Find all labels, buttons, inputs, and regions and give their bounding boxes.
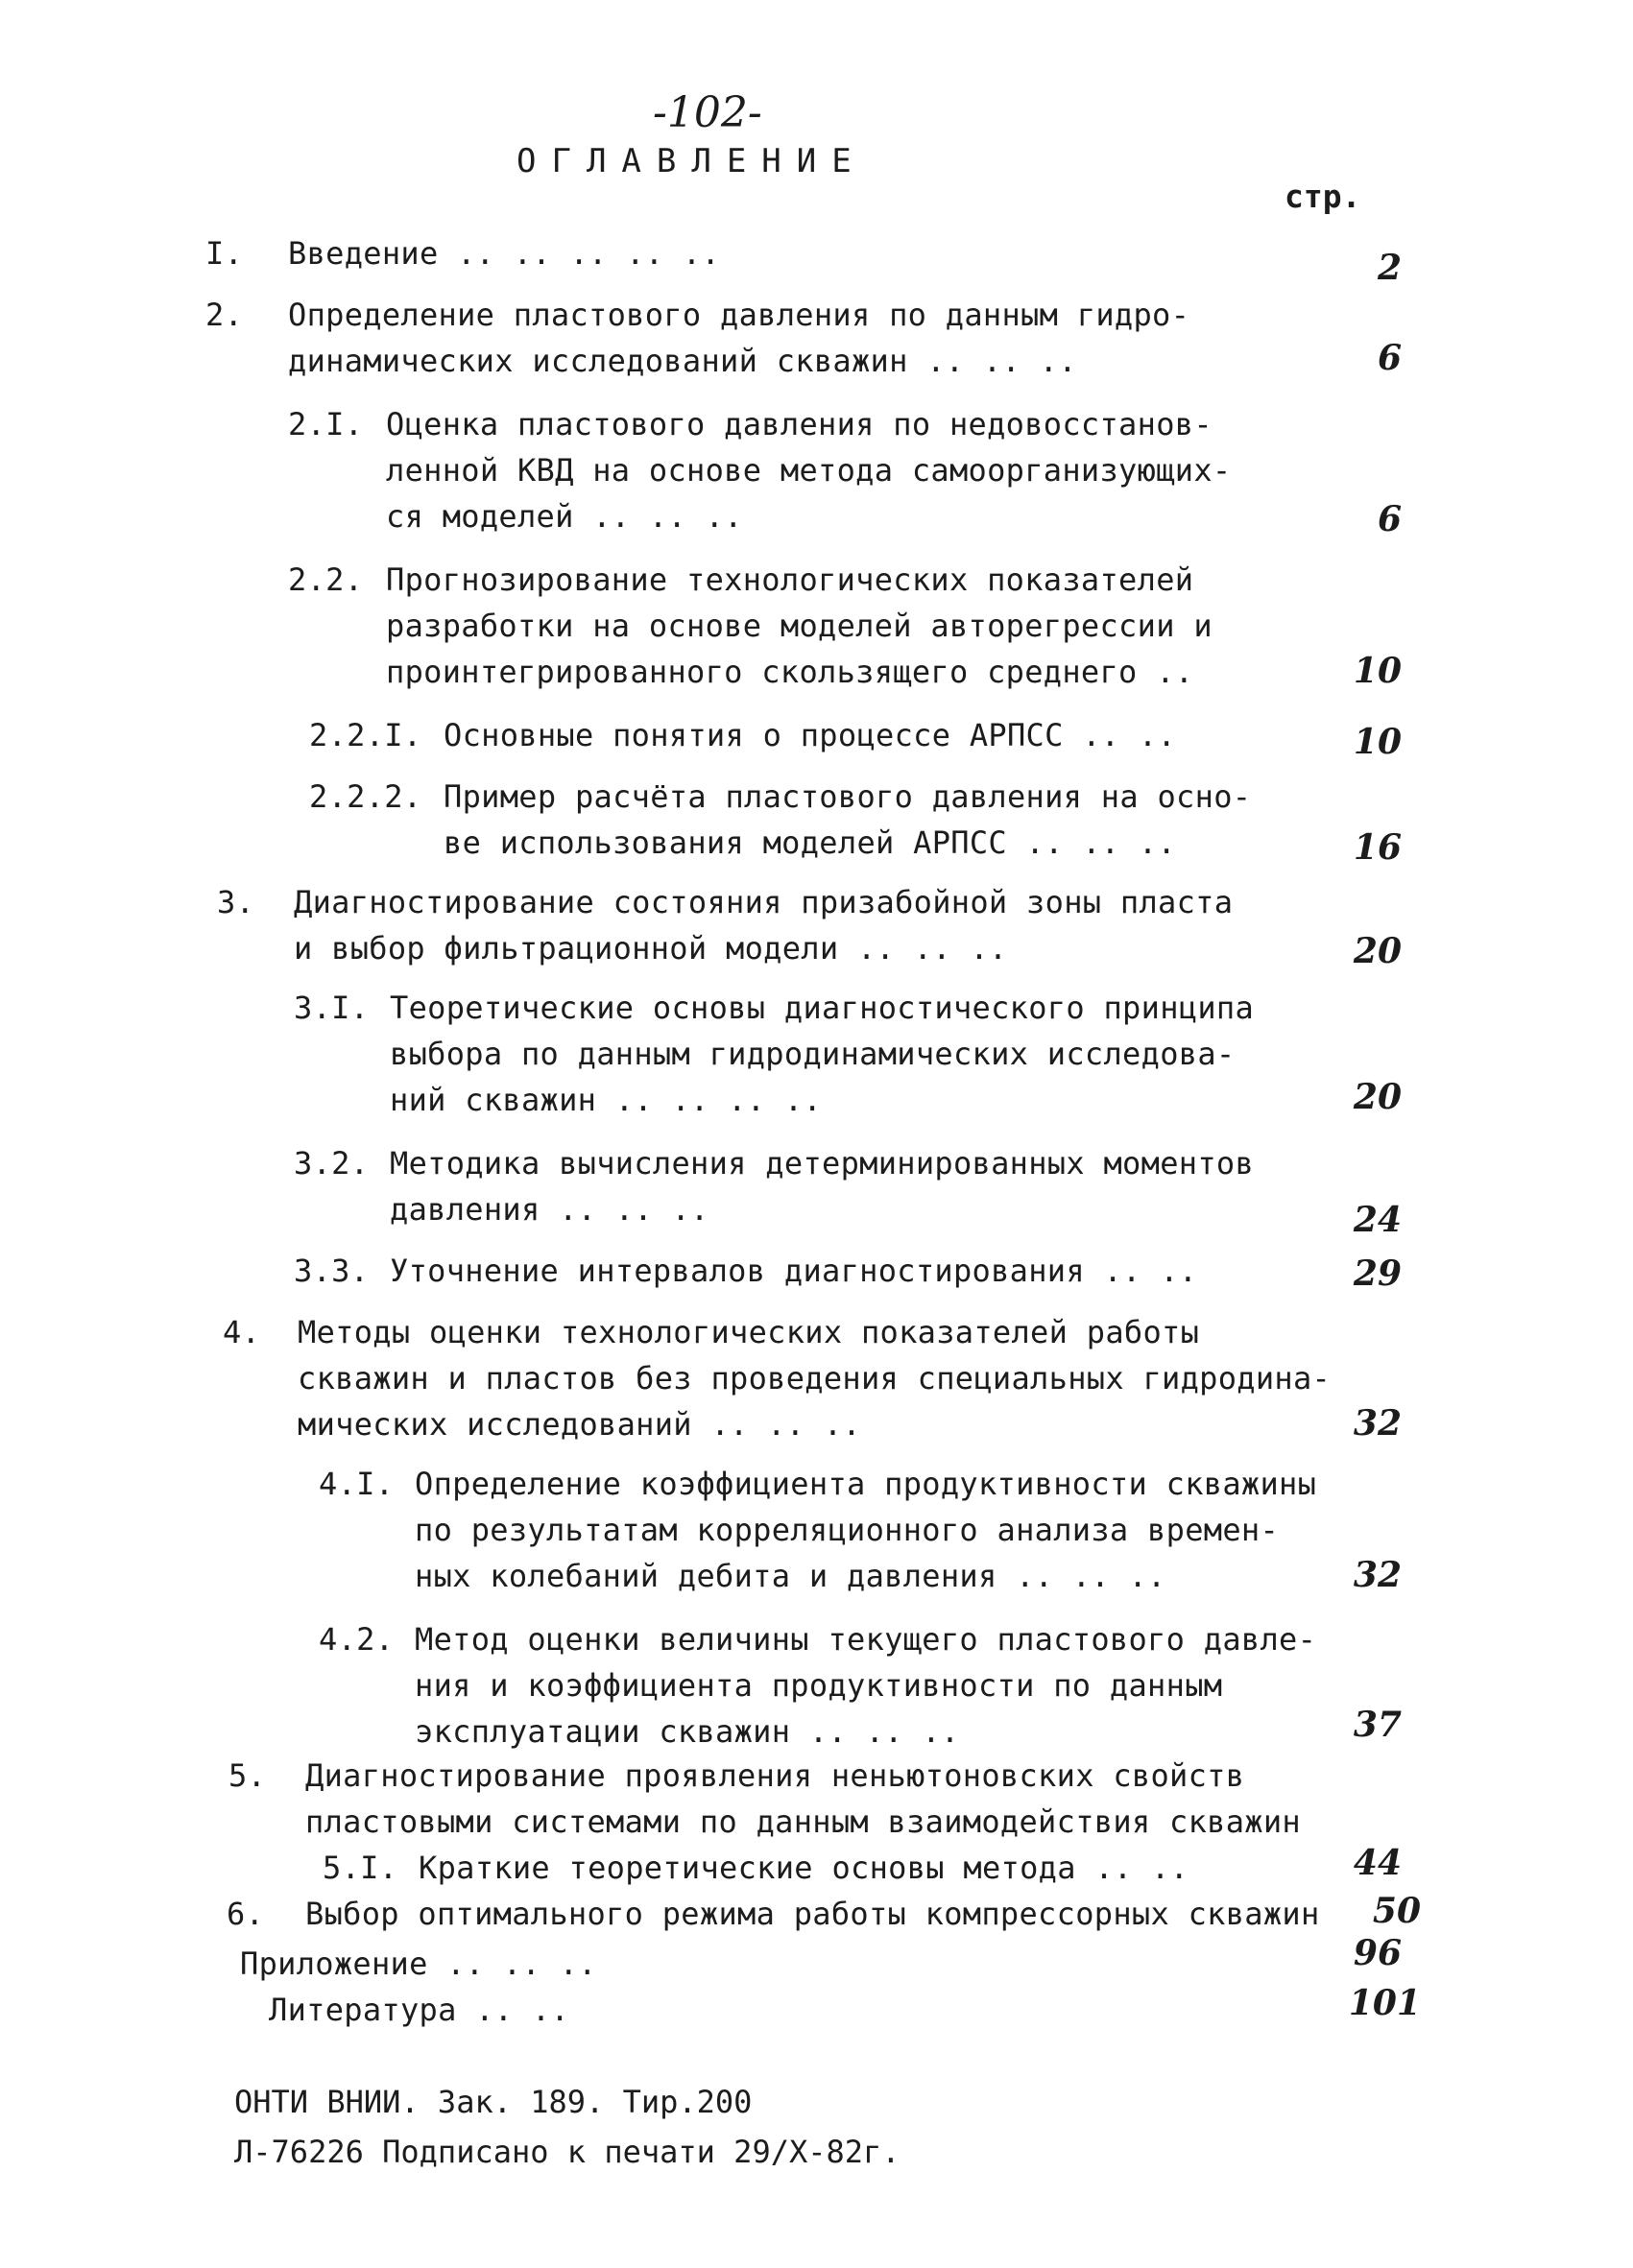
toc-entry-line: Метод оценки величины текущего пластового давле- — [415, 1621, 1317, 1658]
toc-entry-line: Уточнение интервалов диагностирования .. .. — [390, 1253, 1198, 1289]
toc-entry-line: ний скважин .. .. .. .. — [390, 1082, 823, 1118]
toc-title: ОГЛАВЛЕНИЕ — [516, 142, 867, 180]
toc-entry-number: 3.2. — [294, 1145, 370, 1182]
toc-entry-page: 101 — [1348, 1983, 1421, 2023]
toc-entry-page: 6 — [1377, 499, 1402, 539]
toc-entry-line: Диагностирование состояния призабойной зоны пласта — [294, 884, 1234, 920]
toc-entry-page: 29 — [1353, 1253, 1402, 1294]
toc-entry-page: 16 — [1353, 827, 1402, 868]
toc-entry-number: 4.2. — [319, 1621, 395, 1658]
toc-entry-line: Теоретические основы диагностического принципа — [390, 990, 1255, 1026]
page-column-header: стр. — [1285, 178, 1361, 215]
toc-entry-line: Краткие теоретические основы метода .. .. — [419, 1850, 1189, 1886]
toc-entry-number: 3.I. — [294, 990, 370, 1026]
toc-entry-line: динамических исследований скважин .. .. .. — [288, 343, 1077, 379]
toc-entry-number: 5. — [228, 1757, 267, 1794]
toc-entry-number: 2.2.I. — [309, 717, 422, 753]
toc-entry-page: 32 — [1353, 1555, 1402, 1595]
toc-entry-line: Определение коэффициента продуктивности скважины — [415, 1466, 1317, 1502]
toc-entry-line: ве использования моделей АРПСС .. .. .. — [444, 824, 1177, 861]
toc-entry-line: Введение .. .. .. .. .. — [288, 235, 721, 272]
toc-entry-line: по результатам корреляционного анализа времен- — [415, 1512, 1280, 1548]
toc-entry-line: ся моделей .. .. .. — [386, 498, 743, 535]
toc-entry-number: 3.3. — [294, 1253, 370, 1289]
toc-entry-page: 10 — [1353, 722, 1402, 762]
toc-entry-line: разработки на основе моделей авторегрессии и — [386, 608, 1213, 644]
toc-entry-page: 37 — [1353, 1705, 1402, 1745]
toc-entry-page: 32 — [1353, 1403, 1402, 1444]
toc-entry-line: Пример расчёта пластового давления на осно- — [444, 778, 1252, 815]
toc-entry-line: ных колебаний дебита и давления .. .. .. — [415, 1558, 1166, 1594]
toc-entry-line: ния и коэффициента продуктивности по данным — [415, 1667, 1223, 1704]
toc-entry-line: скважин и пластов без проведения специальных гидродина- — [298, 1360, 1332, 1397]
toc-entry-line: ленной КВД на основе метода самоорганизующих- — [386, 452, 1232, 489]
toc-entry-page: 50 — [1372, 1891, 1421, 1931]
toc-entry-line: Выбор оптимального режима работы компрессорных скважин — [305, 1896, 1320, 1932]
toc-entry-line: выбора по данным гидродинамических исследова- — [390, 1036, 1236, 1072]
footer-signed-line: Л-76226 Подписано к печати 29/X-82г. — [234, 2134, 901, 2170]
toc-entry-number: 2. — [205, 297, 244, 333]
toc-entry-number: 5.I. — [323, 1850, 398, 1886]
toc-entry-line: давления .. .. .. — [390, 1191, 709, 1228]
toc-entry-number: 2.2. — [288, 561, 364, 598]
toc-entry-page: 10 — [1353, 651, 1402, 691]
page-number: -102- — [653, 88, 762, 137]
toc-entry-page: 20 — [1353, 931, 1402, 971]
toc-entry-line: и выбор фильтрационной модели .. .. .. — [294, 930, 1008, 967]
toc-entry-line: Приложение .. .. .. — [240, 1946, 597, 1982]
toc-entry-number: 4.I. — [319, 1466, 395, 1502]
toc-entry-line: Оценка пластового давления по недовосстанов- — [386, 406, 1213, 442]
toc-entry-number: 2.I. — [288, 406, 364, 442]
toc-entry-line: Литература .. .. — [269, 1992, 570, 2028]
toc-entry-line: Методика вычисления детерминированных моментов — [390, 1145, 1255, 1182]
toc-entry-line: пластовыми системами по данным взаимодействия скважин — [305, 1803, 1301, 1840]
toc-entry-page: 2 — [1377, 248, 1402, 288]
toc-entry-line: эксплуатации скважин .. .. .. — [415, 1713, 960, 1750]
toc-entry-number: 4. — [223, 1314, 261, 1350]
toc-entry-page: 96 — [1353, 1933, 1402, 1973]
toc-entry-line: Диагностирование проявления неньютоновских свойств — [305, 1757, 1245, 1794]
toc-entry-page: 6 — [1377, 338, 1402, 378]
toc-entry-number: 6. — [227, 1896, 265, 1932]
toc-entry-line: Основные понятия о процессе АРПСС .. .. — [444, 717, 1177, 753]
toc-entry-line: Прогнозирование технологических показателей — [386, 561, 1194, 598]
toc-entry-line: проинтегрированного скользящего среднего .. — [386, 654, 1194, 690]
toc-entry-page: 24 — [1353, 1200, 1402, 1240]
toc-entry-page: 44 — [1353, 1843, 1402, 1883]
toc-entry-number: I. — [205, 235, 244, 272]
toc-entry-page: 20 — [1353, 1077, 1402, 1117]
toc-entry-line: Методы оценки технологических показателей работы — [298, 1314, 1200, 1350]
footer-imprint-line: ОНТИ ВНИИ. Зак. 189. Тир.200 — [234, 2084, 753, 2120]
toc-entry-number: 3. — [217, 884, 255, 920]
toc-entry-line: Определение пластового давления по данным гидро- — [288, 297, 1190, 333]
toc-entry-line: мических исследований .. .. .. — [298, 1406, 861, 1443]
toc-entry-number: 2.2.2. — [309, 778, 422, 815]
